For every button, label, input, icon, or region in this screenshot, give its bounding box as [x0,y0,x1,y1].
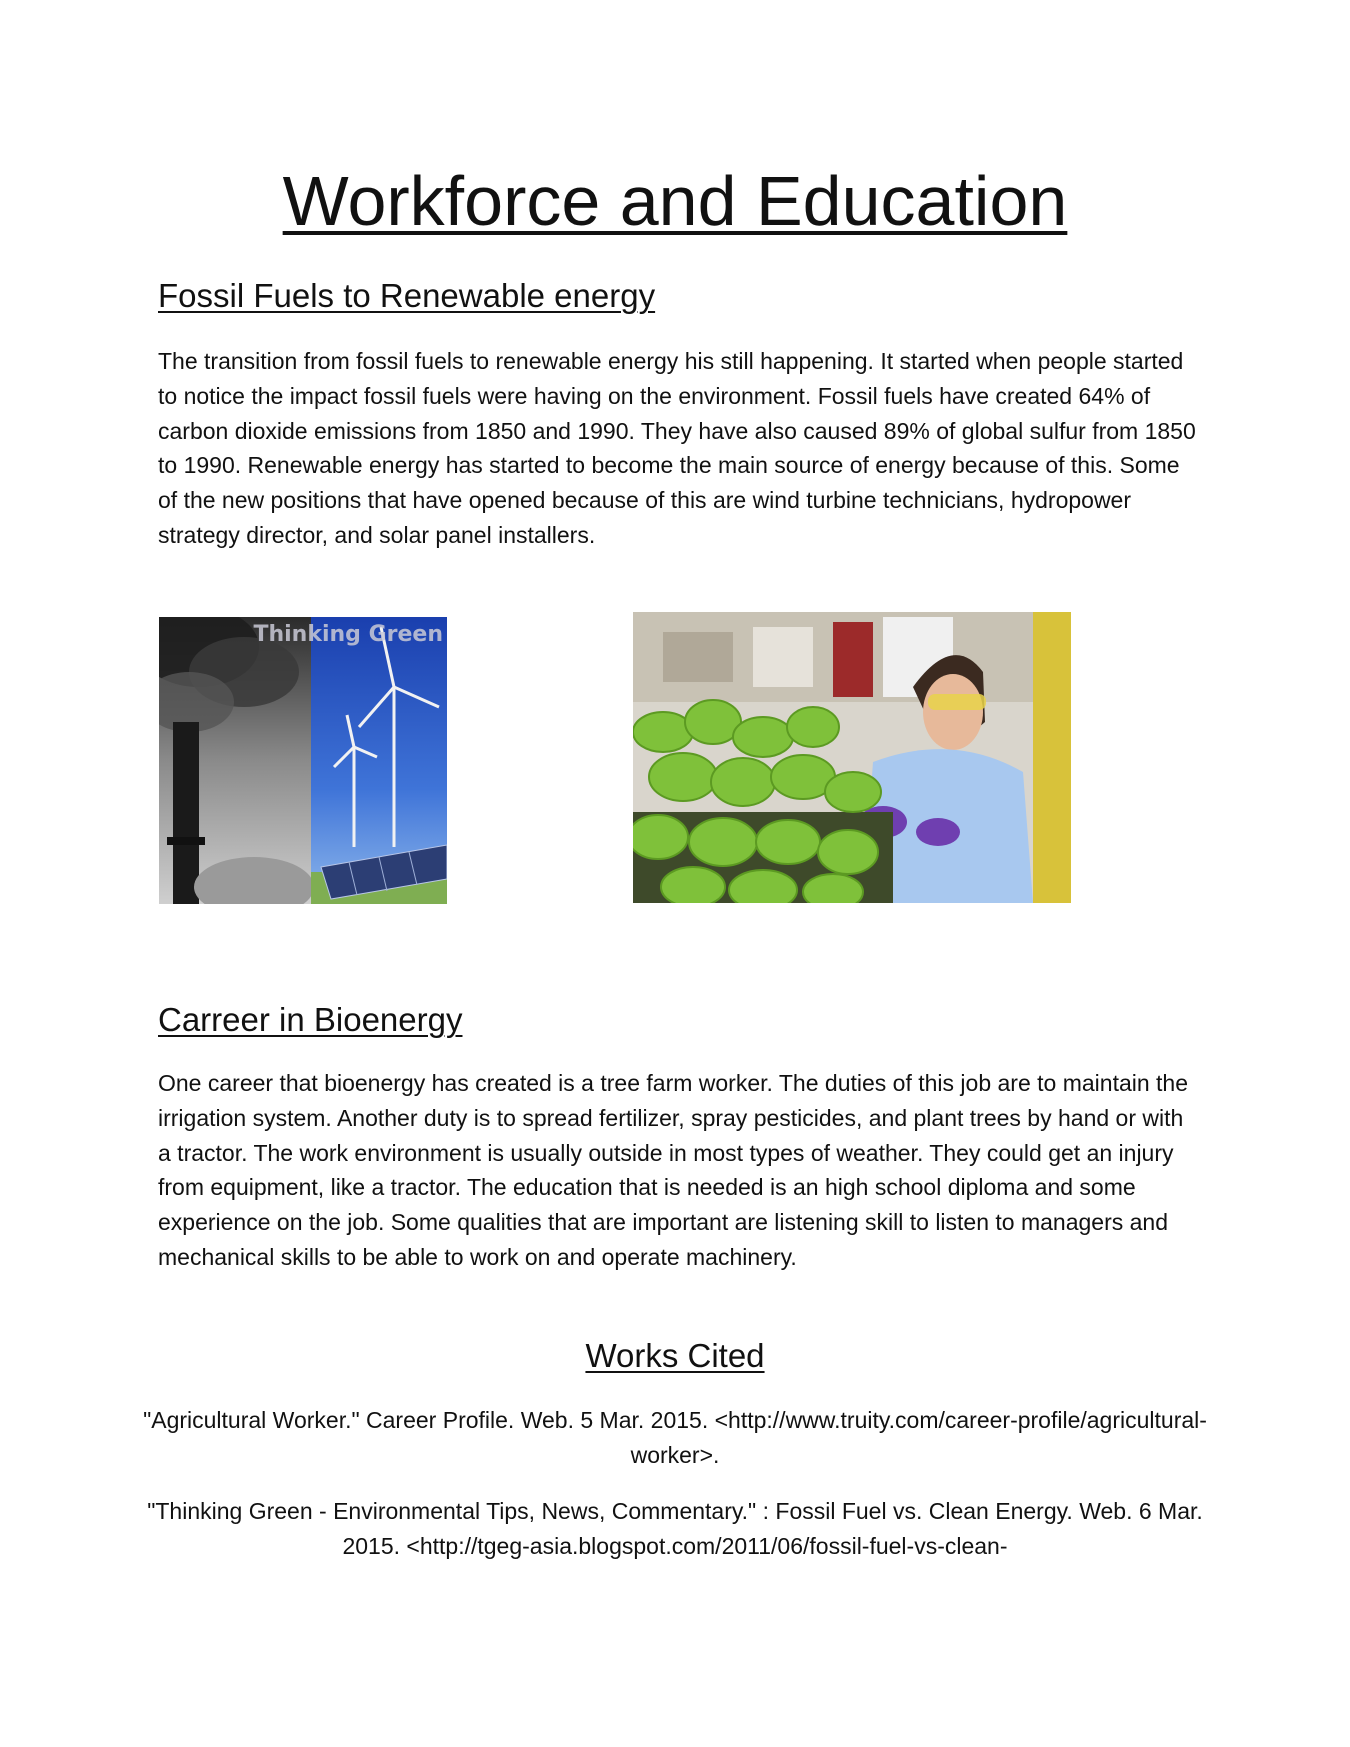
section-heading-bioenergy: Carreer in Bioenergy [158,1001,463,1038]
thinking-green-caption: Thinking Green [253,622,443,647]
section-heading-fossil-fuels: Fossil Fuels to Renewable energy [158,277,656,314]
citation-entry: "Agricultural Worker." Career Profile. Web. 5 Mar. 2015. <http://www.truity.com/career-profile/agricultural-worker>. [143,1407,1207,1468]
page-title: Workforce and Education [282,162,1068,240]
lab-scientist-plants-image [633,612,1071,903]
bioenergy-paragraph: One career that bioenergy has created is a tree farm worker. The duties of this job are to maintain the irrigation system. Another duty is to spread fertilizer, spray pesticides, and plant trees by hand or with a tractor. The work environment is usually outside in most types of weather. They could get an injury from equipment, like a tractor. The education that is needed is an high school diploma and some experience on the job. Some qualities that are important are listening skill to listen to managers and mechanical skills to be able to work on and operate machinery. [158,1070,1189,1270]
citation-entry: "Thinking Green - Environmental Tips, News, Commentary." : Fossil Fuel vs. Clean Energy. Web. 6 Mar. 2015. <http://tgeg-asia.blogspot.com/2011/06/fossil-fuel-vs-clean- [147,1498,1203,1559]
fossil-vs-clean-energy-image [159,617,447,904]
fossil-fuels-paragraph: The transition from fossil fuels to renewable energy his still happening. It started when people started to notice the impact fossil fuels were having on the environment. Fossil fuels have created 64% of carbon dioxide emissions from 1850 and 1990. They have also caused 89% of global sulfur from 1850 to 1990. Renewable energy has started to become the main source of energy because of this. Some of the new positions that have opened because of this are wind turbine technicians, hydropower strategy director, and solar panel installers. [158,348,1196,548]
works-cited-heading: Works Cited [585,1337,765,1374]
